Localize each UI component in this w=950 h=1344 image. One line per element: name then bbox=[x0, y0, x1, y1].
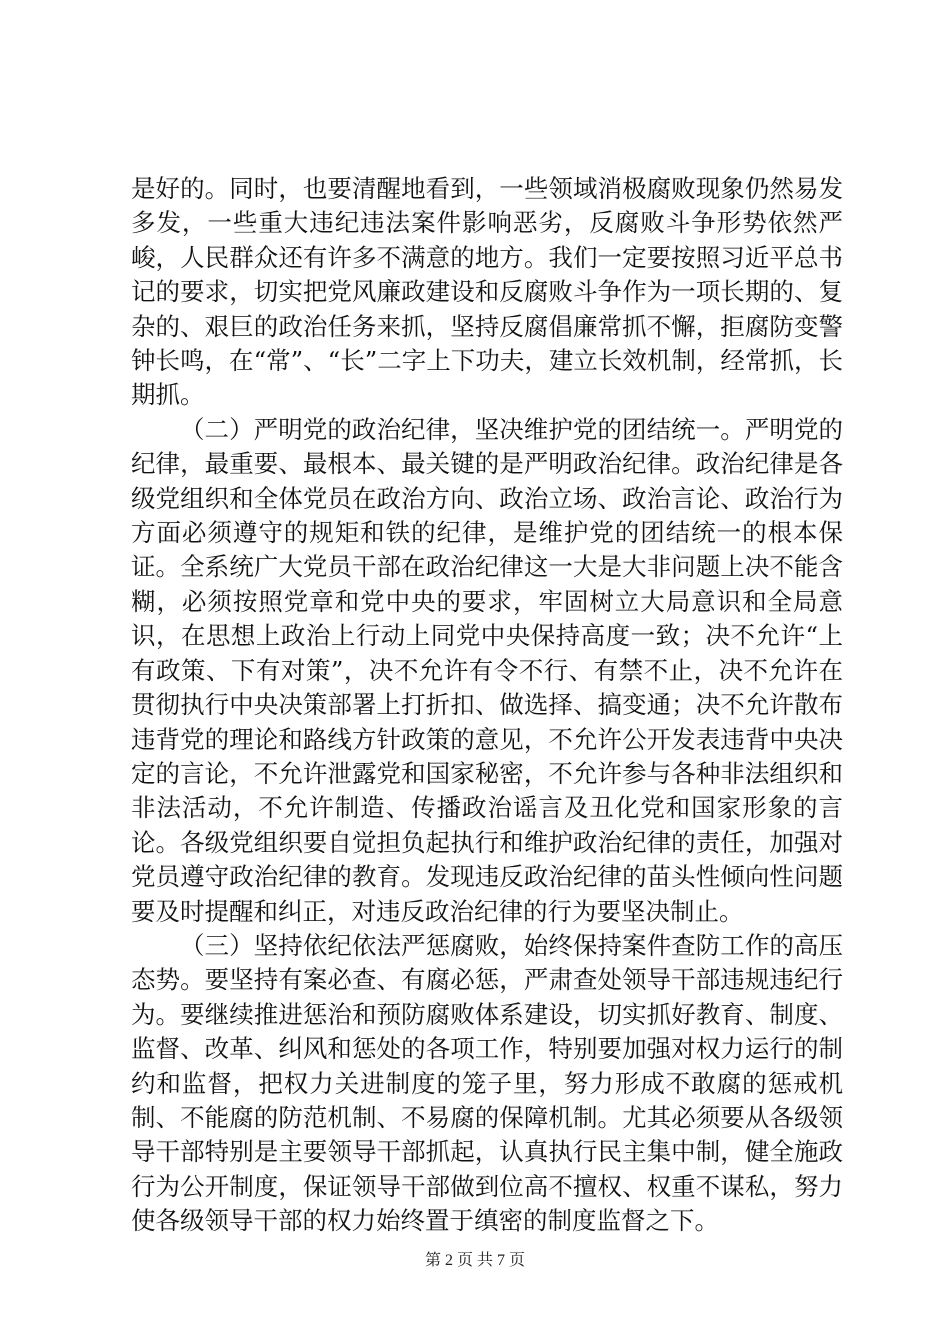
page-number-footer: 第 2 页 共 7 页 bbox=[424, 1252, 525, 1269]
paragraph-3: （三）坚持依纪依法严惩腐败，始终保持案件查防工作的高压态势。要坚持有案必查、有腐必惩，严肃查处领导干部违规违纪行为。要继续推进惩治和预防腐败体系建设，切实抓好教育、制度、监督、改革、纠风和惩处的各项工作，特别要加强对权力运行的制约和监督，把权力关进制度的笼子里，努力形成不敢腐的惩戒机制、不能腐的防范机制、不易腐的保障机制。尤其必须要从各级领导干部特别是主要领导干部抓起，认真执行民主集中制，健全施政行为公开制度，保证领导干部做到位高不擅权、权重不谋私，努力使各级领导干部的权力始终置于缜密的制度监督之下。 bbox=[131, 930, 843, 1236]
document-body bbox=[131, 172, 843, 1239]
paragraph-1: 是好的。同时，也要清醒地看到，一些领域消极腐败现象仍然易发多发，一些重大违纪违法案件影响恶劣，反腐败斗争形势依然严峻，人民群众还有许多不满意的地方。我们一定要按照习近平总书记的要求，切实把党风廉政建设和反腐败斗争作为一项长期的、复杂的、艰巨的政治任务来抓，坚持反腐倡廉常抓不懈，拒腐防变警钟长鸣，在“常”、“长”二字上下功夫，建立长效机制，经常抓，长期抓。 bbox=[131, 174, 843, 410]
paragraph-2: （二）严明党的政治纪律，坚决维护党的团结统一。严明党的纪律，最重要、最根本、最关键的是严明政治纪律。政治纪律是各级党组织和全体党员在政治方向、政治立场、政治言论、政治行为方面必须遵守的规矩和铁的纪律，是维护党的团结统一的根本保证。全系统广大党员干部在政治纪律这一大是大非问题上决不能含糊，必须按照党章和党中央的要求，牢固树立大局意识和全局意识，在思想上政治上行动上同党中央保持高度一致；决不允许“上有政策、下有对策”，决不允许有令不行、有禁不止，决不允许在贯彻执行中央决策部署上打折扣、做选择、搞变通；决不允许散布违背党的理论和路线方针政策的意见，不允许公开发表违背中央决定的言论，不允许泄露党和国家秘密，不允许参与各种非法组织和非法活动，不允许制造、传播政治谣言及丑化党和国家形象的言论。各级党组织要自觉担负起执行和维护政治纪律的责任，加强对党员遵守政治纪律的教育。发现违反政治纪律的苗头性倾向性问题要及时提醒和纠正，对违反政治纪律的行为要坚决制止。 bbox=[131, 414, 843, 926]
